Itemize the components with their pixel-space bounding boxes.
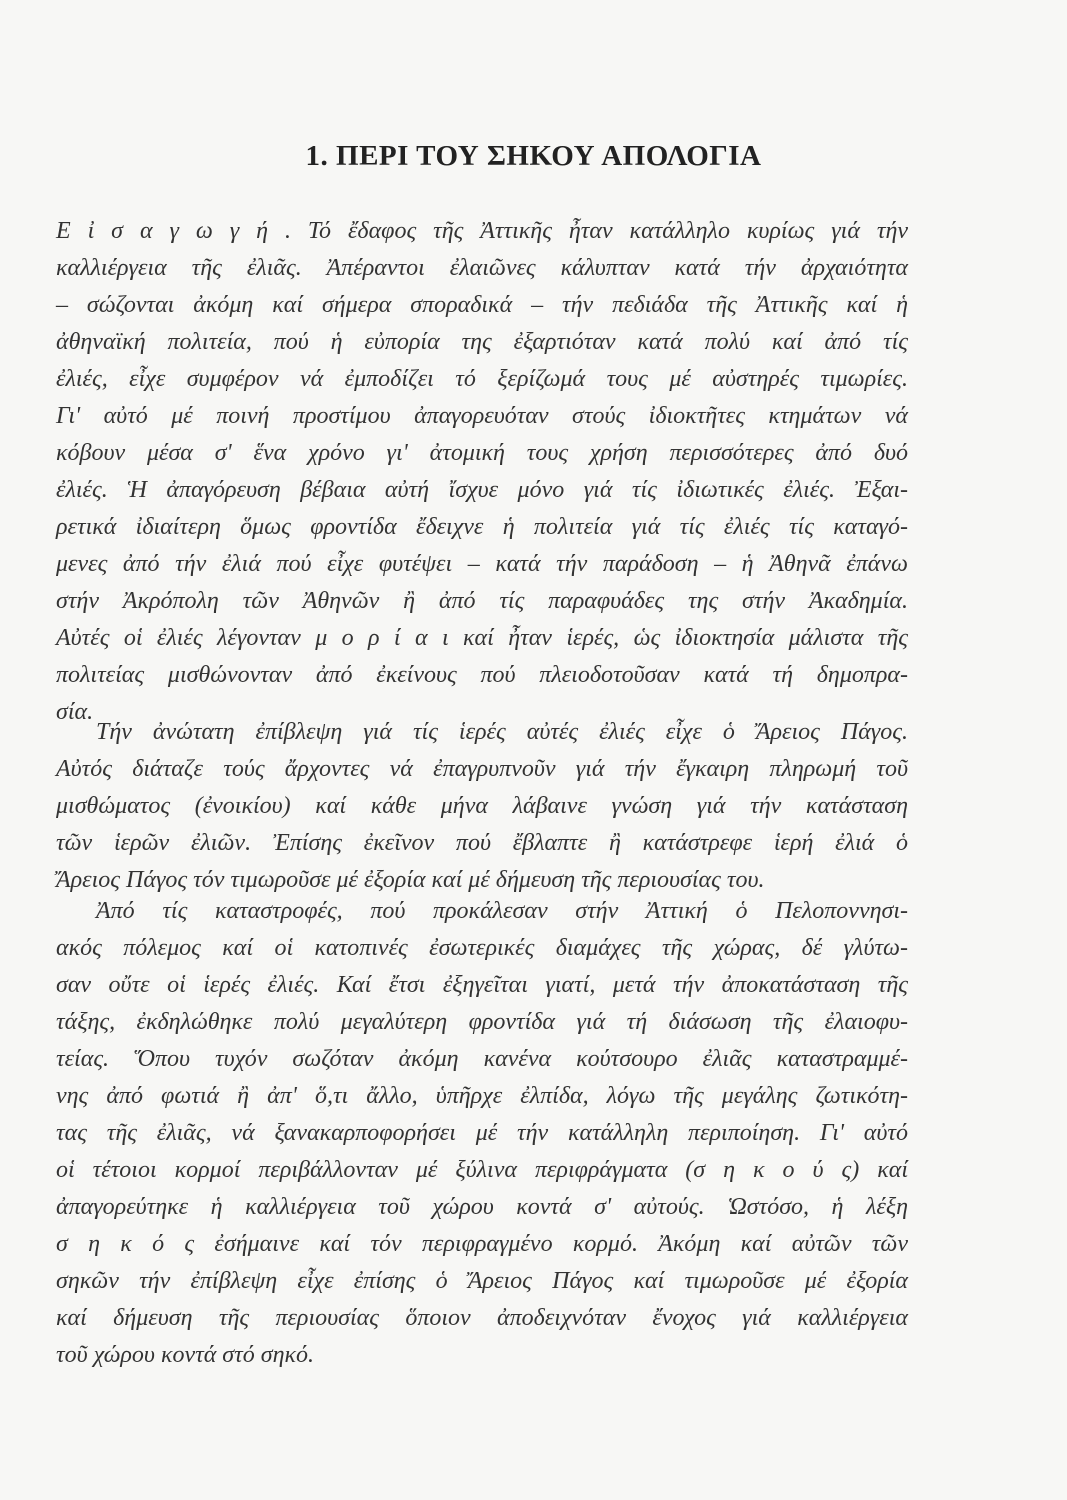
- text-line: νης ἀπό φωτιά ἢ ἀπ' ὅ,τι ἄλλο, ὑπῆρχε ἐλπίδα, λόγω τῆς μεγάλης ζωτικότη-: [56, 1083, 908, 1109]
- text-line: στήν Ἀκρόπολη τῶν Ἀθηνῶν ἢ ἀπό τίς παραφυάδες της στήν Ἀκαδημία.: [56, 588, 908, 614]
- paragraph-sekos: [56, 893, 908, 1374]
- paragraph-areopagus: [56, 714, 908, 899]
- text-line: ακός πόλεμος καί οἱ κατοπινές ἐσωτερικές διαμάχες τῆς χώρας, δέ γλύτω-: [56, 935, 908, 961]
- text-line: ἐλιές, εἶχε συμφέρον νά ἐμποδίζει τό ξερίζωμά τους μέ αὐστηρές τιμωρίες.: [56, 366, 908, 392]
- text-line: Αὐτός διάταζε τούς ἄρχοντες νά ἐπαγρυπνοῦν γιά τήν ἔγκαιρη πληρωμή τοῦ: [56, 756, 908, 782]
- text-line: Γι' αὐτό μέ ποινή προστίμου ἀπαγορευόταν στούς ἰδιοκτῆτες κτημάτων νά: [56, 403, 908, 429]
- text-line: Ἀπό τίς καταστροφές, πού προκάλεσαν στήν Ἀττική ὁ Πελοποννησι-: [96, 898, 908, 924]
- text-line: Ἄρειος Πάγος τόν τιμωροῦσε μέ ἐξορία καί μέ δήμευση τῆς περιουσίας του.: [56, 867, 765, 893]
- text-line: τοῦ χώρου κοντά στό σηκό.: [56, 1342, 314, 1368]
- text-line: τάξης, ἐκδηλώθηκε πολύ μεγαλύτερη φροντίδα γιά τή διάσωση τῆς ἐλαιοφυ-: [56, 1009, 908, 1035]
- text-line: ἐλιές. Ἡ ἀπαγόρευση βέβαια αὐτή ἴσχυε μόνο γιά τίς ἰδιωτικές ἐλιές. Ἐξαι-: [56, 477, 908, 503]
- text-line: – σώζονται ἀκόμη καί σήμερα σποραδικά – τήν πεδιάδα τῆς Ἀττικῆς καί ἡ: [56, 292, 908, 318]
- text-line: μισθώματος (ἐνοικίου) καί κάθε μήνα λάβαινε γνώση γιά τήν κατάσταση: [56, 793, 908, 819]
- text-line: σ η κ ό ς ἐσήμαινε καί τόν περιφραγμένο κορμό. Ἀκόμη καί αὐτῶν τῶν: [56, 1231, 908, 1257]
- text-line: Τήν ἀνώτατη ἐπίβλεψη γιά τίς ἱερές αὐτές ἐλιές εἶχε ὁ Ἄρειος Πάγος.: [96, 719, 908, 745]
- chapter-heading: 1. ΠΕΡΙ ΤΟΥ ΣΗΚΟΥ ΑΠΟΛΟΓΙΑ: [305, 140, 762, 172]
- text-line: ἀθηναϊκή πολιτεία, πού ἡ εὐπορία της ἐξαρτιόταν κατά πολύ καί ἀπό τίς: [56, 329, 908, 355]
- text-line: τας τῆς ἐλιᾶς, νά ξανακαρποφορήσει μέ τήν κατάλληλη περιποίηση. Γι' αὐτό: [56, 1120, 908, 1146]
- text-line: οἱ τέτοιοι κορμοί περιβάλλονταν μέ ξύλινα περιφράγματα (σ η κ ο ύ ς) καί: [56, 1157, 908, 1183]
- text-line: καί δήμευση τῆς περιουσίας ὅποιον ἀποδειχνόταν ἔνοχος γιά καλλιέργεια: [56, 1305, 908, 1331]
- text-line: ρετικά ἰδιαίτερη ὅμως φροντίδα ἔδειχνε ἡ πολιτεία γιά τίς ἐλιές τίς καταγό-: [56, 514, 908, 540]
- paragraph-introduction: [56, 213, 908, 731]
- text-line: Αὐτές οἱ ἐλιές λέγονταν μ ο ρ ί α ι καί ἦταν ἱερές, ὡς ἰδιοκτησία μάλιστα τῆς: [56, 625, 908, 651]
- text-line: σαν οὔτε οἱ ἱερές ἐλιές. Καί ἔτσι ἐξηγεῖται γιατί, μετά τήν ἀποκατάσταση τῆς: [56, 972, 908, 998]
- text-line: Ε ἰ σ α γ ω γ ή . Τό ἔδαφος τῆς Ἀττικῆς ἦταν κατάλληλο κυρίως γιά τήν: [56, 218, 908, 244]
- text-line: σηκῶν τήν ἐπίβλεψη εἶχε ἐπίσης ὁ Ἄρειος Πάγος καί τιμωροῦσε μέ ἐξορία: [56, 1268, 908, 1294]
- text-line: μενες ἀπό τήν ἐλιά πού εἶχε φυτέψει – κατά τήν παράδοση – ἡ Ἀθηνᾶ ἐπάνω: [56, 551, 908, 577]
- text-line: πολιτείας μισθώνονταν ἀπό ἐκείνους πού πλειοδοτοῦσαν κατά τή δημοπρα-: [56, 662, 908, 688]
- text-line: ἀπαγορεύτηκε ἡ καλλιέργεια τοῦ χώρου κοντά σ' αὐτούς. Ὡστόσο, ἡ λέξη: [56, 1194, 908, 1220]
- text-line: κόβουν μέσα σ' ἕνα χρόνο γι' ἀτομική τους χρήση περισσότερες ἀπό δυό: [56, 440, 908, 466]
- text-line: καλλιέργεια τῆς ἐλιᾶς. Ἀπέραντοι ἐλαιῶνες κάλυπταν κατά τήν ἀρχαιότητα: [56, 255, 908, 281]
- text-line: τείας. Ὅπου τυχόν σωζόταν ἀκόμη κανένα κούτσουρο ἐλιᾶς καταστραμμέ-: [56, 1046, 908, 1072]
- text-line: τῶν ἱερῶν ἐλιῶν. Ἐπίσης ἐκεῖνον πού ἔβλαπτε ἢ κατάστρεφε ἱερή ἐλιά ὁ: [56, 830, 908, 856]
- text-line: σία.: [56, 699, 94, 725]
